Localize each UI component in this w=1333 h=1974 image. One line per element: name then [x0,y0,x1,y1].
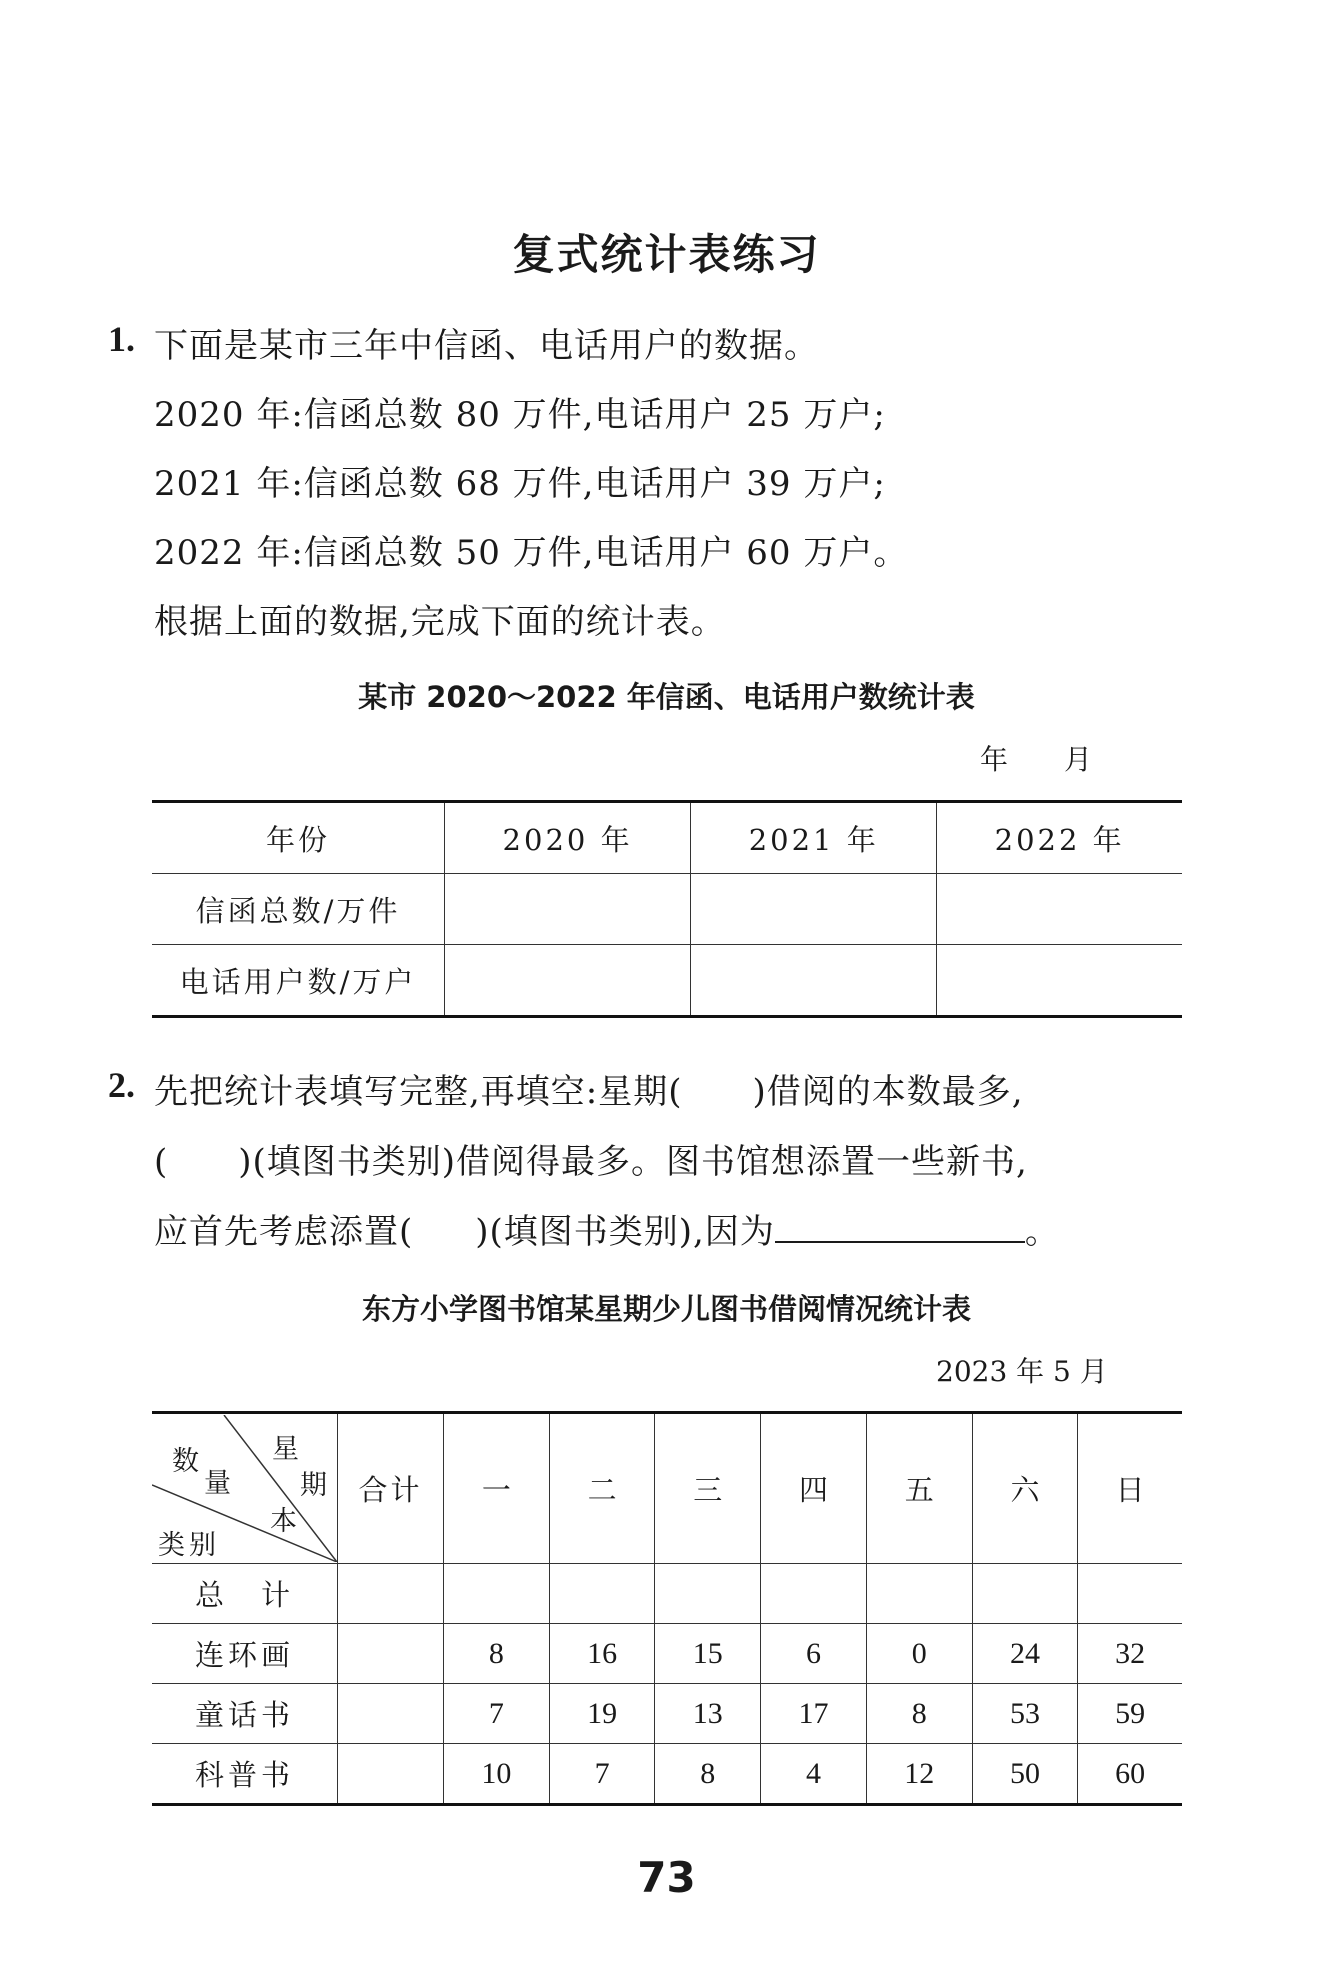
question-1-data-2022: 2022 年:信函总数 50 万件,电话用户 60 万户。 [154,533,909,573]
row-label-fairy-tales: 童话书 [152,1684,338,1744]
q2-line1-text-b: )借阅的本数最多, [752,1072,1024,1112]
value-cell: 13 [655,1684,761,1744]
blank-cell[interactable] [691,945,937,1017]
header-tue: 二 [549,1413,655,1564]
table-2-caption: 东方小学图书馆某星期少儿图书借阅情况统计表 [361,1292,971,1326]
value-cell: 59 [1078,1684,1182,1744]
diag-label-shu: 数 [172,1446,199,1477]
diag-label-leibie: 类别 [158,1530,220,1561]
blank-cell[interactable] [972,1564,1078,1624]
value-cell: 8 [655,1744,761,1805]
value-cell: 50 [972,1744,1078,1805]
blank-cell[interactable] [761,1564,867,1624]
value-cell: 15 [655,1624,761,1684]
row-label-letters: 信函总数/万件 [152,874,445,945]
blank-cell[interactable] [937,945,1182,1017]
blank-cell[interactable] [444,1564,550,1624]
blank-cell[interactable] [338,1744,444,1805]
header-2021: 2021 年 [691,802,937,874]
header-year: 年份 [152,802,445,874]
question-1-data-2021: 2021 年:信函总数 68 万件,电话用户 39 万户; [154,464,886,504]
table-1-caption: 某市 2020～2022 年信函、电话用户数统计表 [358,680,975,714]
table-row [152,874,1182,945]
question-1-number: 1. [108,319,135,359]
header-thu: 四 [761,1413,867,1564]
table-header-row [152,802,1182,874]
row-label-science: 科普书 [152,1744,338,1805]
blank-cell[interactable] [937,874,1182,945]
question-2-line-2 [154,1134,1028,1183]
value-cell: 19 [549,1684,655,1744]
header-sat: 六 [972,1413,1078,1564]
value-cell: 17 [761,1684,867,1744]
value-cell: 8 [444,1624,550,1684]
blank-cell[interactable] [338,1684,444,1744]
blank-cell[interactable] [445,874,691,945]
row-label-phone-users: 电话用户数/万户 [152,945,445,1017]
header-mon: 一 [444,1413,550,1564]
header-2020: 2020 年 [445,802,691,874]
table-2-date: 2023 年 5 月 [936,1355,1108,1388]
blank-cell[interactable] [549,1564,655,1624]
blank-cell[interactable] [445,945,691,1017]
page-number: 73 [637,1853,696,1902]
question-2-line-3 [154,1204,1060,1253]
value-cell: 24 [972,1624,1078,1684]
value-cell: 16 [549,1624,655,1684]
diag-label-xingqi-2: 期 [300,1470,327,1501]
value-cell: 10 [444,1744,550,1805]
row-label-total: 总 计 [152,1564,338,1624]
header-fri: 五 [866,1413,972,1564]
page-title: 复式统计表练习 [512,230,821,279]
diag-label-liang: 量 [204,1468,231,1499]
q2-line3-text-a: 应首先考虑添置( [154,1212,414,1252]
q2-line2-text-a: ( [154,1142,169,1182]
blank-cell[interactable] [338,1564,444,1624]
header-wed: 三 [655,1413,761,1564]
diag-label-xingqi-1: 星 [272,1434,299,1465]
value-cell: 8 [866,1684,972,1744]
question-2-line-1 [154,1064,1024,1113]
table-row-total [152,1564,1182,1624]
mail-phone-stats-table [152,800,1182,1018]
question-2-number: 2. [108,1065,135,1105]
question-1-intro: 下面是某市三年中信函、电话用户的数据。 [154,326,819,366]
q2-line2-text-b: )(填图书类别)借阅得最多。图书馆想添置一些新书, [238,1142,1028,1182]
q2-line3-end: 。 [1024,1212,1060,1252]
header-sun: 日 [1078,1413,1182,1564]
table-row-science [152,1744,1182,1805]
question-1-data-2020: 2020 年:信函总数 80 万件,电话用户 25 万户; [154,395,886,435]
diag-label-ben: 本 [270,1506,297,1537]
table-row-fairy-tales [152,1684,1182,1744]
blank-cell[interactable] [691,874,937,945]
value-cell: 53 [972,1684,1078,1744]
diagonal-header-cell [152,1413,338,1564]
value-cell: 7 [444,1684,550,1744]
blank-cell[interactable] [866,1564,972,1624]
value-cell: 7 [549,1744,655,1805]
value-cell: 4 [761,1744,867,1805]
q2-line3-text-b: )(填图书类别),因为 [475,1212,775,1252]
value-cell: 0 [866,1624,972,1684]
table-row-comics [152,1624,1182,1684]
library-borrowing-table [152,1411,1182,1806]
value-cell: 32 [1078,1624,1182,1684]
header-total: 合计 [338,1413,444,1564]
table-header-row [152,1413,1182,1564]
table-1-date: 年 月 [980,743,1093,776]
row-label-comics: 连环画 [152,1624,338,1684]
header-2022: 2022 年 [937,802,1182,874]
table-row [152,945,1182,1017]
value-cell: 60 [1078,1744,1182,1805]
answer-blank-reason[interactable] [775,1211,1025,1243]
question-1-instruction: 根据上面的数据,完成下面的统计表。 [154,602,726,642]
value-cell: 12 [866,1744,972,1805]
value-cell: 6 [761,1624,867,1684]
blank-cell[interactable] [655,1564,761,1624]
q2-line1-text-a: 先把统计表填写完整,再填空:星期( [154,1072,683,1112]
blank-cell[interactable] [338,1624,444,1684]
blank-cell[interactable] [1078,1564,1182,1624]
